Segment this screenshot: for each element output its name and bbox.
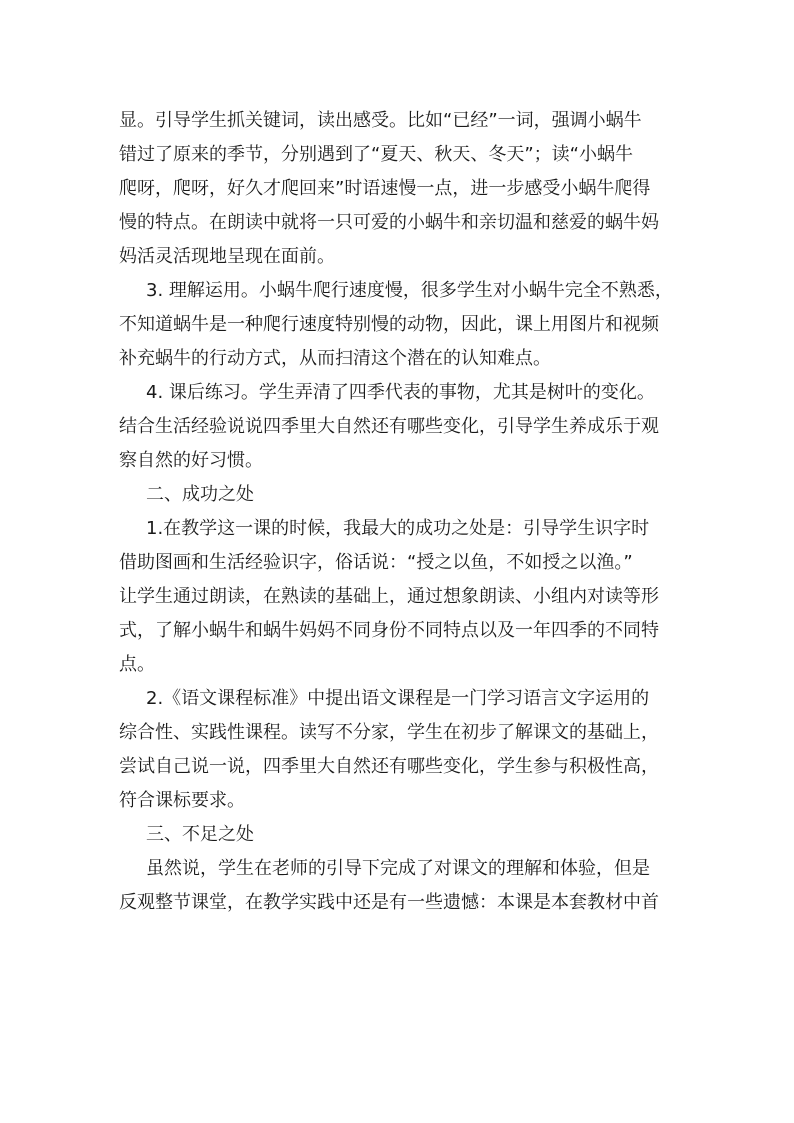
text-line: 3. 理解运用。小蜗牛爬行速度慢，很多学生对小蜗牛完全不熟悉， (146, 280, 673, 301)
text-line: 综合性、实践性课程。读写不分家，学生在初步了解课文的基础上， (119, 722, 659, 743)
text-line: 虽然说，学生在老师的引导下完成了对课文的理解和体验，但是 (146, 858, 650, 879)
text-line: 尝试自己说一说，四季里大自然还有哪些变化，学生参与积极性高， (119, 756, 659, 777)
text-line: 1.在教学这一课的时候，我最大的成功之处是：引导学生识字时 (146, 518, 650, 539)
text-line: 借助图画和生活经验识字，俗话说：“授之以鱼，不如授之以渔。” (119, 552, 633, 573)
text-line: 妈活灵活现地呈现在面前。 (119, 246, 335, 267)
text-line: 显。引导学生抓关键词，读出感受。比如“已经”一词，强调小蜗牛 (119, 110, 642, 131)
text-line: 慢的特点。在朗读中就将一只可爱的小蜗牛和亲切温和慈爱的蜗牛妈 (119, 212, 659, 233)
document-body (119, 104, 685, 920)
text-line: 式，了解小蜗牛和蜗牛妈妈不同身份不同特点以及一年四季的不同特 (119, 620, 659, 641)
text-line: 补充蜗牛的行动方式，从而扫清这个潜在的认知难点。 (119, 348, 551, 369)
text-line: 不知道蜗牛是一种爬行速度特别慢的动物，因此，课上用图片和视频 (119, 314, 659, 335)
text-line: 4. 课后练习。学生弄清了四季代表的事物，尤其是树叶的变化。 (146, 382, 655, 403)
text-line: 2.《语文课程标准》中提出语文课程是一门学习语言文字运用的 (146, 688, 650, 709)
text-line: 爬呀，爬呀，好久才爬回来”时语速慢一点，进一步感受小蜗牛爬得 (119, 178, 651, 199)
text-line: 点。 (119, 654, 155, 675)
text-line: 符合课标要求。 (119, 790, 245, 811)
text-line: 结合生活经验说说四季里大自然还有哪些变化，引导学生养成乐于观 (119, 416, 659, 437)
text-line: 让学生通过朗读，在熟读的基础上，通过想象朗读、小组内对读等形 (119, 586, 659, 607)
text-line: 三、不足之处 (146, 824, 254, 845)
text-line: 二、成功之处 (146, 484, 254, 505)
text-line: 察自然的好习惯。 (119, 450, 263, 471)
text-line: 错过了原来的季节，分别遇到了“夏天、秋天、冬天”；读“小蜗牛 (119, 144, 633, 165)
text-line: 反观整节课堂，在教学实践中还是有一些遗憾：本课是本套教材中首 (119, 892, 659, 913)
